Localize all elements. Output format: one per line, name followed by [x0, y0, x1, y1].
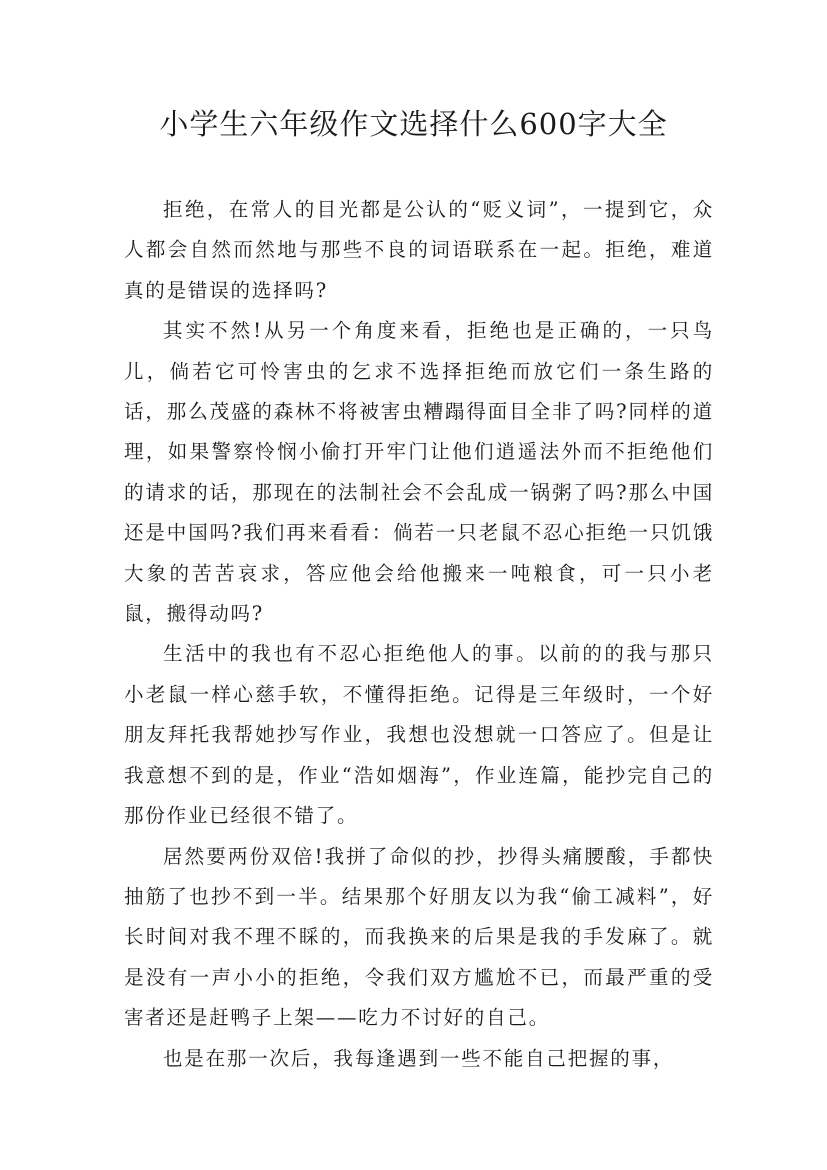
paragraph: 其实不然!从另一个角度来看，拒绝也是正确的，一只鸟儿，倘若它可怜害虫的乞求不选择拒绝而放它们一条生路的话，那么茂盛的森林不将被害虫糟蹋得面目全非了吗?同样的道理，如果警察怜悯小偷打开牢门让他们逍遥法外而不拒绝他们的请求的话，那现在的法制社会不会乱成一锅粥了吗?那么中国还是中国吗?我们再来看看：倘若一只老鼠不忍心拒绝一只饥饿大象的苦苦哀求，答应他会给他搬来一吨粮食，可一只小老鼠，搬得动吗? [124, 319, 714, 626]
paragraph: 也是在那一次后，我每逢遇到一些不能自己把握的事， [163, 1046, 675, 1070]
paragraph: 生活中的我也有不忍心拒绝他人的事。以前的的我与那只小老鼠一样心慈手软，不懂得拒绝。记得是三年级时，一个好朋友拜托我帮她抄写作业，我想也没想就一口答应了。但是让我意想不到的是，作业“浩如烟海”，作业连篇，能抄完自己的那份作业已经很不错了。 [124, 642, 714, 828]
document-body [124, 190, 714, 1079]
paragraph: 居然要两份双倍!我拼了命似的抄，抄得头痛腰酸，手都快抽筋了也抄不到一半。结果那个好朋友以为我“偷工减料”，好长时间对我不理不睬的，而我换来的后果是我的手发麻了。就是没有一声小小的拒绝，令我们双方尴尬不已，而最严重的受害者还是赶鸭子上架——吃力不讨好的自己。 [124, 844, 714, 1030]
document-title: 小学生六年级作文选择什么600字大全 [159, 107, 668, 141]
paragraph: 拒绝，在常人的目光都是公认的“贬义词”，一提到它，众人都会自然而然地与那些不良的词语联系在一起。拒绝，难道真的是错误的选择吗? [124, 198, 714, 302]
